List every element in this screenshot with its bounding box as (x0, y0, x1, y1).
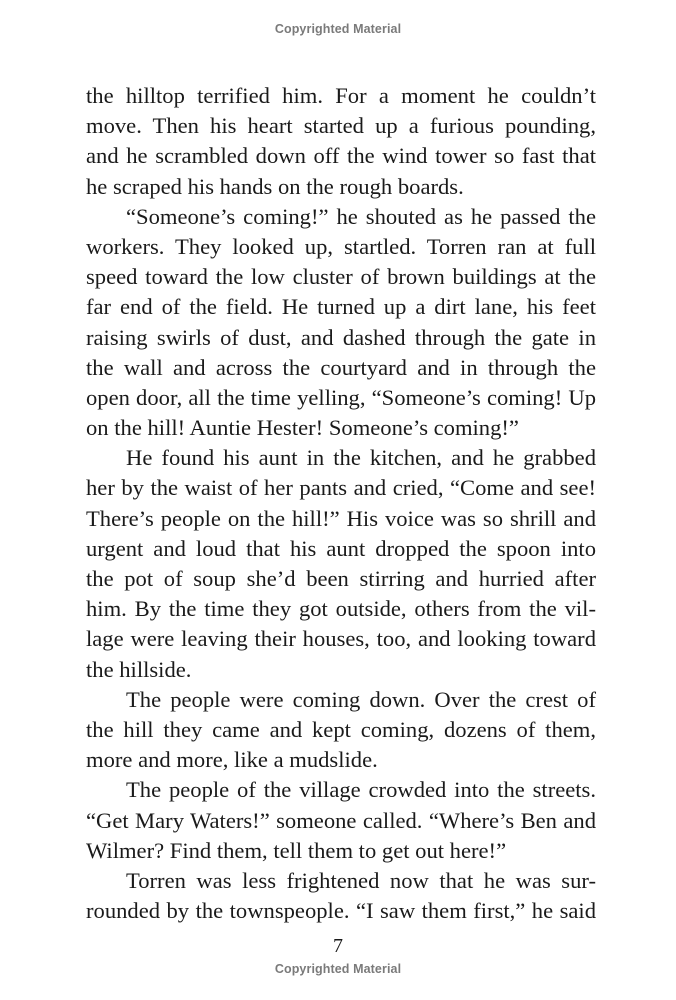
text-line: The people of the village crowded into the streets. (126, 777, 596, 803)
text-line: lage were leaving their houses, too, and looking toward (86, 626, 596, 652)
text-line: on the hill! Auntie Hester! Someone’s coming!” (86, 415, 519, 441)
text-line: The people were coming down. Over the crest of (126, 686, 596, 712)
body-text (86, 81, 596, 926)
text-line: he scraped his hands on the rough boards. (86, 173, 464, 199)
text-line: Torren was less frightened now that he was sur- (126, 867, 596, 893)
copyright-watermark-bottom: Copyrighted Material (274, 962, 402, 976)
text-line: move. Then his heart started up a furious pounding, (86, 113, 596, 139)
text-line: far end of the field. He turned up a dirt lane, his feet (86, 294, 596, 320)
text-line: workers. They looked up, startled. Torren ran at full (86, 233, 596, 259)
text-line: Wilmer? Find them, tell them to get out here!” (86, 837, 507, 863)
text-line: There’s people on the hill!” His voice was so shrill and (86, 505, 596, 531)
page-number: 7 (333, 935, 343, 957)
text-line: her by the waist of her pants and cried, “Come and see! (86, 475, 596, 501)
text-line: the pot of soup she’d been stirring and hurried after (86, 566, 596, 591)
copyright-watermark-top: Copyrighted Material (274, 22, 402, 36)
text-line: “Someone’s coming!” he shouted as he passed the (126, 203, 596, 229)
text-line: He found his aunt in the kitchen, and he grabbed (126, 445, 596, 471)
text-line: speed toward the low cluster of brown buildings at the (86, 264, 596, 290)
text-line: more and more, like a mudslide. (86, 747, 378, 773)
text-line: raising swirls of dust, and dashed through the gate in (86, 324, 596, 350)
text-line: the hilltop terrified him. For a moment he couldn’t (86, 83, 596, 108)
text-line: rounded by the townspeople. “I saw them first,” he said (86, 898, 596, 924)
text-line: urgent and loud that his aunt dropped the spoon into (86, 535, 596, 561)
text-line: the hill they came and kept coming, dozens of them, (86, 716, 596, 742)
text-line: the wall and across the courtyard and in through the (86, 354, 596, 380)
text-line: open door, all the time yelling, “Someone’s coming! Up (86, 384, 596, 410)
text-line: “Get Mary Waters!” someone called. “Where’s Ben and (86, 807, 596, 833)
text-line: him. By the time they got outside, others from the vil- (86, 596, 596, 622)
text-line: and he scrambled down off the wind tower so fast that (86, 143, 596, 169)
text-line: the hillside. (86, 656, 192, 682)
